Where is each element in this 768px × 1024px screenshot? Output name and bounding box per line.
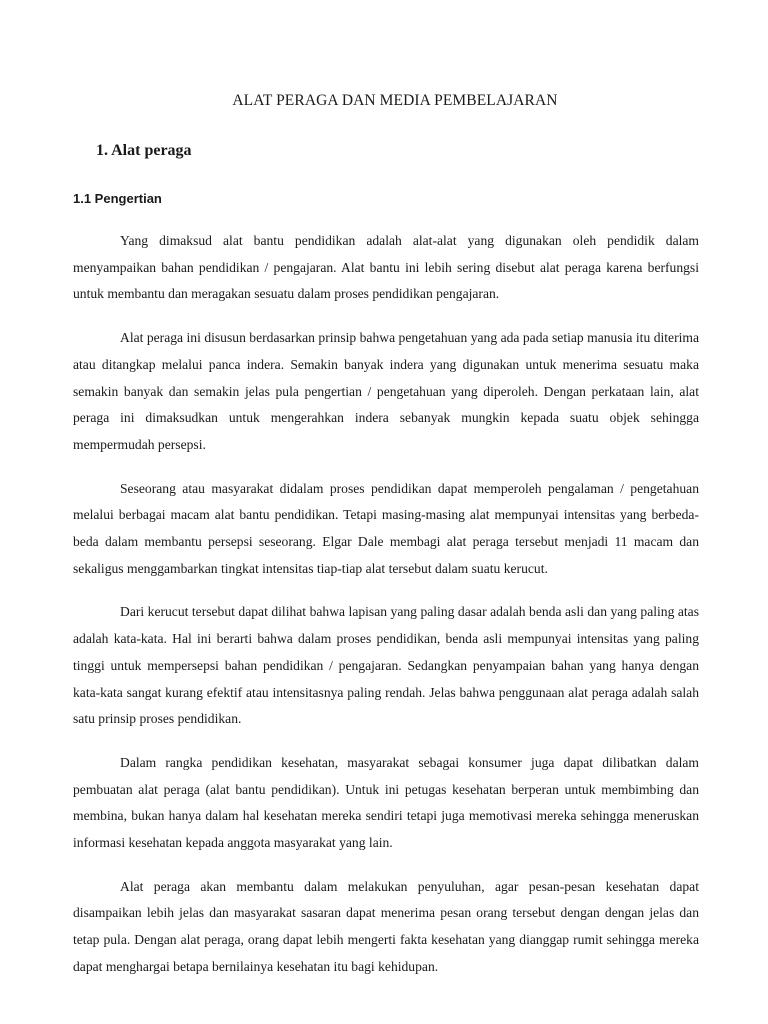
section-heading: 1. Alat peraga: [96, 142, 192, 159]
paragraph-6: Alat peraga akan membantu dalam melakukan penyuluhan, agar pesan-pesan kesehatan dapat disampaikan lebih jelas dan masyarakat sasaran dapat menerima pesan orang tersebut dengan dengan jelas dan tetap pula. Dengan alat peraga, orang dapat lebih mengerti fakta kesehatan yang dianggap rumit sehingga mereka dapat menghargai betapa bernilainya kesehatan itu bagi kehidupan.: [73, 878, 699, 974]
body-text: [73, 228, 699, 998]
paragraph-4: Dari kerucut tersebut dapat dilihat bahwa lapisan yang paling dasar adalah benda asli dan yang paling atas adalah kata-kata. Hal ini berarti bahwa dalam proses pendidikan, benda asli mempunyai intensitas yang paling tinggi untuk mempersepsi bahan pendidikan / pengajaran. Sedangkan penyampaian bahan yang hanya dengan kata-kata sangat kurang efektif atau intensitasnya paling rendah. Jelas bahwa penggunaan alat peraga adalah salah satu prinsip proses pendidikan.: [73, 604, 699, 727]
subsection-heading: 1.1 Pengertian: [73, 191, 162, 206]
paragraph-1: Yang dimaksud alat bantu pendidikan adalah alat-alat yang digunakan oleh pendidik dalam menyampaikan bahan pendidikan / pengajaran. Alat bantu ini lebih sering disebut alat peraga karena berfungsi untuk membantu dan meragakan sesuatu dalam proses pendidikan pengajaran.: [73, 233, 699, 302]
paragraph-2: Alat peraga ini disusun berdasarkan prinsip bahwa pengetahuan yang ada pada setiap manusia itu diterima atau ditangkap melalui panca indera. Semakin banyak indera yang digunakan untuk menerima sesuatu maka semakin banyak dan semakin jelas pula pengertian / pengetahuan yang diperoleh. Dengan perkataan lain, alat peraga ini dimaksudkan untuk mengerahkan indera sebanyak mungkin kepada suatu objek sehingga mempermudah persepsi.: [73, 330, 699, 452]
document-title: ALAT PERAGA DAN MEDIA PEMBELAJARAN: [232, 92, 558, 109]
paragraph-3: Seseorang atau masyarakat didalam proses pendidikan dapat memperoleh pengalaman / pengetahuan melalui berbagai macam alat bantu pendidikan. Tetapi masing-masing alat mempunyai intensitas yang berbeda-beda dalam membantu persepsi seseorang. Elgar Dale membagi alat peraga tersebut menjadi 11 macam dan sekaligus menggambarkan tingkat intensitas tiap-tiap alat tersebut dalam suatu kerucut.: [73, 480, 699, 576]
paragraph-5: Dalam rangka pendidikan kesehatan, masyarakat sebagai konsumer juga dapat dilibatkan dalam pembuatan alat peraga (alat bantu pendidikan). Untuk ini petugas kesehatan berperan untuk membimbing dan membina, bukan hanya dalam hal kesehatan mereka sendiri tetapi juga memotivasi mereka sehingga meneruskan informasi kesehatan kepada anggota masyarakat yang lain.: [73, 754, 699, 851]
